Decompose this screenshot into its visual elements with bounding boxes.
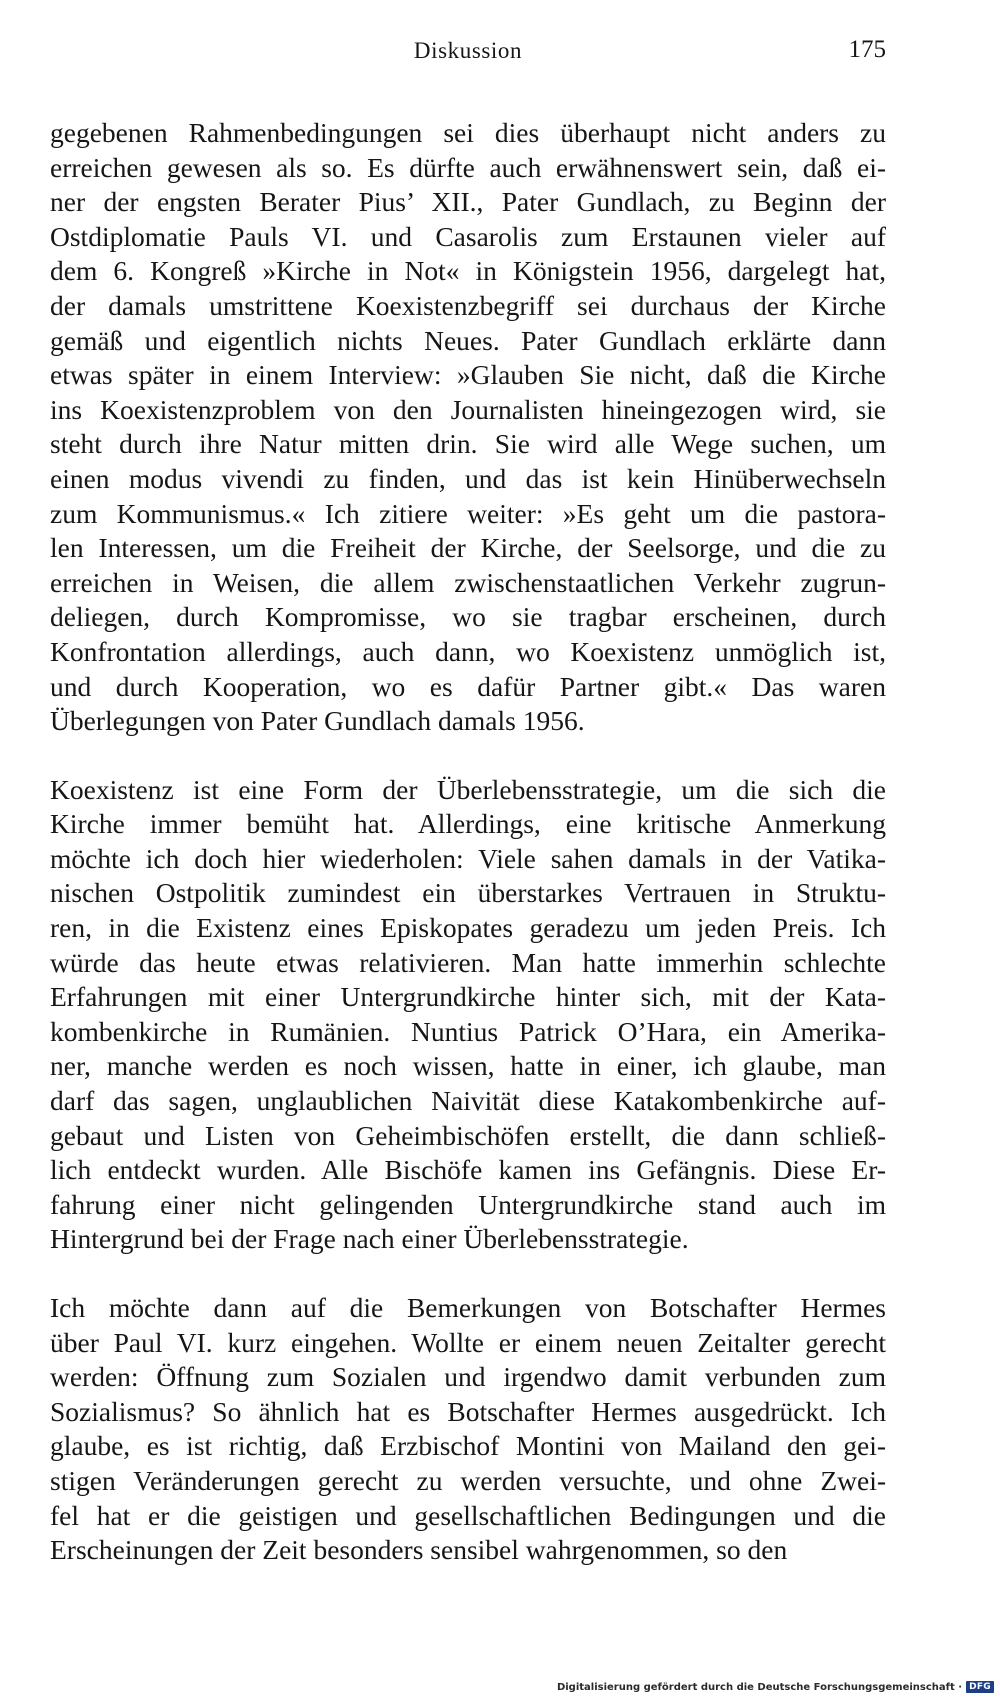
dfg-logo: DFG [966, 1681, 994, 1693]
body-text [50, 116, 886, 1568]
text-line: fel hat er die geistigen und gesellschaftlichen Bedingungen und die [50, 1499, 886, 1531]
text-line: Kirche immer bemüht hat. Allerdings, eine kritische Anmerkung [50, 808, 886, 840]
text-line: gebaut und Listen von Geheimbischöfen erstellt, die dann schließ- [50, 1119, 886, 1151]
text-line: über Paul VI. kurz eingehen. Wollte er einem neuen Zeitalter gerecht [50, 1326, 886, 1358]
text-line: stigen Veränderungen gerecht zu werden versuchte, und ohne Zwei- [50, 1464, 886, 1496]
text-line: Hintergrund bei der Frage nach einer Überlebensstrategie. [50, 1223, 689, 1255]
running-title: Diskussion [413, 38, 523, 63]
text-line: der damals umstrittene Koexistenzbegriff sei durchaus der Kirche [50, 289, 886, 321]
text-line: gemäß und eigentlich nichts Neues. Pater Gundlach erklärte dann [50, 324, 886, 356]
text-line: lich entdeckt wurden. Alle Bischöfe kamen ins Gefängnis. Diese Er- [50, 1154, 886, 1186]
paragraph [50, 116, 886, 739]
text-line: möchte ich doch hier wiederholen: Viele sahen damals in der Vatika- [50, 842, 886, 874]
paragraph [50, 773, 886, 1257]
page-number: 175 [848, 36, 886, 63]
text-line: Ich möchte dann auf die Bemerkungen von Botschafter Hermes [50, 1292, 886, 1323]
text-line: werden: Öffnung zum Sozialen und irgendwo damit verbunden zum [50, 1361, 886, 1393]
running-head [50, 34, 886, 70]
text-line: nischen Ostpolitik zumindest ein überstarkes Vertrauen in Struktu- [50, 877, 886, 909]
text-line: steht durch ihre Natur mitten drin. Sie wird alle Wege suchen, um [50, 428, 886, 460]
text-line: Koexistenz ist eine Form der Überlebensstrategie, um die sich die [50, 773, 886, 805]
text-line: gegebenen Rahmenbedingungen sei dies überhaupt nicht anders zu [50, 117, 886, 148]
text-line: ren, in die Existenz eines Episkopates geradezu um jeden Preis. Ich [50, 912, 886, 944]
text-line: darf das sagen, unglaublichen Naivität diese Katakombenkirche auf- [50, 1085, 886, 1117]
text-line: glaube, es ist richtig, daß Erzbischof Montini von Mailand den gei- [50, 1430, 886, 1462]
digitization-credit [557, 1681, 994, 1693]
text-line: etwas später in einem Interview: »Glauben Sie nicht, daß die Kirche [50, 359, 886, 391]
text-line: würde das heute etwas relativieren. Man hatte immerhin schlechte [50, 946, 886, 978]
text-line: Erscheinungen der Zeit besonders sensibel wahrgenommen, so den [50, 1534, 788, 1566]
text-line: deliegen, durch Kompromisse, wo sie tragbar erscheinen, durch [50, 601, 886, 633]
credit-text: Digitalisierung gefördert durch die Deutsche Forschungsgemeinschaft · [556, 1681, 963, 1693]
text-line: erreichen gewesen als so. Es dürfte auch erwähnenswert sein, daß ei- [50, 151, 886, 183]
text-line: Sozialismus? So ähnlich hat es Botschafter Hermes ausgedrückt. Ich [50, 1395, 886, 1427]
text-line: kombenkirche in Rumänien. Nuntius Patrick O’Hara, ein Amerika- [50, 1015, 886, 1047]
text-line: ins Koexistenzproblem von den Journalisten hineingezogen wird, sie [50, 393, 886, 425]
text-line: Konfrontation allerdings, auch dann, wo Koexistenz unmöglich ist, [50, 635, 886, 667]
text-line: fahrung einer nicht gelingenden Untergrundkirche stand auch im [50, 1188, 886, 1220]
text-line: Erfahrungen mit einer Untergrundkirche hinter sich, mit der Kata- [50, 981, 886, 1013]
text-line: zum Kommunismus.« Ich zitiere weiter: »Es geht um die pastora- [50, 497, 886, 529]
text-line: ner, manche werden es noch wissen, hatte in einer, ich glaube, man [50, 1050, 886, 1082]
text-line: Ostdiplomatie Pauls VI. und Casarolis zum Erstaunen vieler auf [50, 220, 886, 252]
text-line: einen modus vivendi zu finden, und das ist kein Hinüberwechseln [50, 462, 886, 494]
text-line: und durch Kooperation, wo es dafür Partner gibt.« Das waren [50, 670, 886, 702]
text-line: len Interessen, um die Freiheit der Kirche, der Seelsorge, und die zu [50, 532, 886, 564]
text-line: Überlegungen von Pater Gundlach damals 1956. [50, 705, 585, 737]
text-line: dem 6. Kongreß »Kirche in Not« in Königstein 1956, dargelegt hat, [50, 255, 886, 287]
text-line: erreichen in Weisen, die allem zwischenstaatlichen Verkehr zugrun- [50, 566, 886, 598]
text-line: ner der engsten Berater Pius’ XII., Pater Gundlach, zu Beginn der [50, 186, 886, 218]
paragraph [50, 1291, 886, 1568]
